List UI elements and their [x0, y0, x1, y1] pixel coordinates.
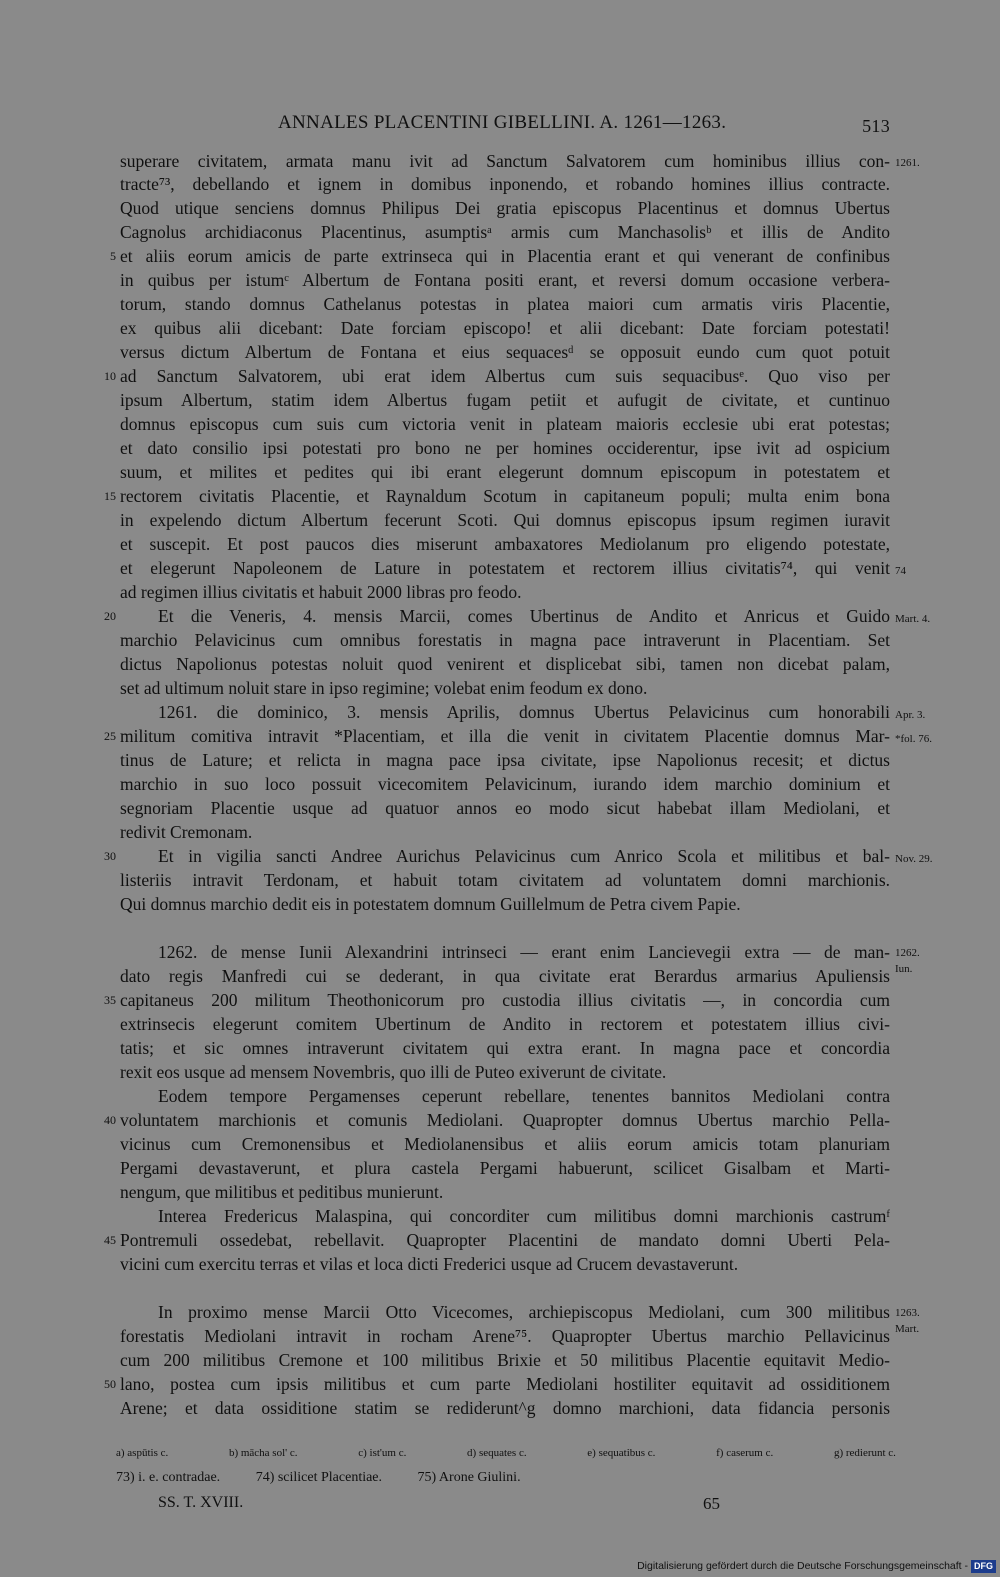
text-line: tracte⁷³, debellando et ignem in domibus inponendo, et robando homines illius contracte. — [120, 174, 890, 194]
footnote: d) sequates c. — [467, 1447, 527, 1459]
page-number: 513 — [862, 116, 890, 136]
footnote: e) sequatibus c. — [587, 1447, 656, 1459]
margin-note: Mart. — [895, 1323, 920, 1335]
text-line: ad Sanctum Salvatorem, ubi erat idem Albertus cum suis sequacibusᵉ. Quo viso per — [120, 366, 890, 386]
dfg-logo: DFG — [971, 1560, 996, 1573]
text-line: listeriis intravit Terdonam, et habuit totam civitatem ad voluntatem domni marchionis. — [120, 870, 890, 890]
text-line: et suscepit. Et post paucos dies miserunt ambaxatores Mediolanum pro eligendo potestate, — [120, 534, 890, 554]
sheet-number: 65 — [703, 1494, 720, 1513]
text-line: Eodem tempore Pergamenses ceperunt rebellare, tenentes bannitos Mediolani contra — [158, 1086, 890, 1106]
footnote: b) mācha sol' c. — [228, 1447, 298, 1459]
footnote: f) caserum c. — [716, 1447, 774, 1459]
text-line: rexit eos usque ad mensem Novembris, quo illi de Puteo exiverunt de civitate. — [120, 1062, 667, 1082]
text-line: dictus Napolionus potestas noluit quod venirent et displicebat sibi, tamen non dicebat palam, — [120, 654, 890, 674]
line-number: 40 — [104, 1113, 116, 1127]
text-line: voluntatem marchionis et comunis Mediolani. Quapropter domnus Ubertus marchio Pella- — [120, 1110, 890, 1130]
line-number: 50 — [104, 1377, 116, 1391]
text-line: set ad ultimum noluit stare in ipso regimine; volebat enim feodum ex dono. — [120, 678, 648, 698]
text-line: extrinsecis elegerunt comitem Ubertinum de Andito in rectorem et potestatem illius civi- — [120, 1014, 890, 1034]
footnote: 75) Arone Giulini. — [417, 1470, 521, 1485]
margin-note: 74 — [895, 565, 906, 577]
text-line: ipsum Albertum, statim idem Albertus fugam petiit et aufugit de civitate, et cuntinuo — [120, 390, 890, 410]
line-number: 35 — [104, 993, 116, 1007]
margin-note: Nov. 29. — [895, 853, 933, 865]
explanatory-footnotes — [116, 1468, 676, 1488]
text-line: domnus episcopus cum suis cum victoria venit in plateam maioris ecclesie ubi erat potestas; — [120, 414, 890, 434]
margin-note: Iun. — [895, 963, 913, 975]
footnote: 73) i. e. contradae. — [116, 1470, 221, 1485]
text-line: forestatis Mediolani intravit in rocham Arene⁷⁵. Quapropter Ubertus marchio Pellavicinus — [120, 1326, 890, 1346]
margin-note: *fol. 76. — [895, 733, 932, 745]
text-line: Arene; et data ossiditione statim se rediderunt^g domno marchioni, data fidancia personis — [120, 1398, 890, 1418]
footnote: g) redierunt c. — [833, 1447, 896, 1459]
text-line: cum 200 militibus Cremone et 100 militibus Brixie et 50 militibus Placentie equitavit Medio- — [120, 1350, 890, 1370]
text-line: dato regis Manfredi cui se dederant, in qua civitate erat Berardus armarius Apuliensis — [120, 966, 890, 986]
text-line: redivit Cremonam. — [120, 822, 253, 842]
volume-signature: SS. T. XVIII. — [158, 1494, 244, 1511]
text-line: tinus de Lature; et relicta in magna pace ipsa civitate, ipse Napolionus recesit; et dictus — [120, 750, 890, 770]
line-number: 45 — [104, 1233, 116, 1247]
text-line: militum comitiva intravit *Placentiam, et illa die venit in civitatem Placentie domnus Mar- — [120, 726, 890, 746]
line-number: 25 — [104, 729, 116, 743]
line-number: 15 — [104, 489, 116, 503]
digitization-credit — [637, 1558, 996, 1574]
text-line: versus dictum Albertum de Fontana et eius sequacesᵈ se opposuit eundo cum quot potuit — [120, 342, 890, 362]
text-line: in expelendo dictum Albertum fecerunt Scoti. Qui domnus episcopus ipsum regimen iuravit — [120, 510, 890, 530]
margin-note: 1262. — [895, 947, 920, 959]
text-line: Pergami devastaverunt, et plura castela Pergami habuerunt, scilicet Gisalbam et Marti- — [120, 1158, 890, 1178]
text-line: Et die Veneris, 4. mensis Marcii, comes Ubertinus de Andito et Anricus et Guido — [158, 606, 890, 626]
text-line: vicinus cum Cremonensibus et Mediolanensibus et aliis eorum amicis totam planuriam — [120, 1134, 890, 1154]
text-line: marchio Pelavicinus cum omnibus forestatis in magna pace intraverunt in Placentiam. Set — [120, 630, 890, 650]
text-line: et aliis eorum amicis de parte extrinseca qui in Placentia erant et qui venerant de confinibus — [120, 246, 890, 266]
text-line: nengum, que militibus et peditibus munierunt. — [120, 1182, 444, 1202]
text-line: et elegerunt Napoleonem de Lature in potestatem et rectorem illius civitatis⁷⁴, qui venit — [120, 558, 890, 578]
text-line: 1261. die dominico, 3. mensis Aprilis, domnus Ubertus Pelavicinus cum honorabili — [158, 702, 890, 722]
text-line: In proximo mense Marcii Otto Vicecomes, archiepiscopus Mediolani, cum 300 militibus — [158, 1302, 890, 1322]
margin-note: Apr. 3. — [895, 709, 926, 721]
text-line: capitaneus 200 militum Theothonicorum pro custodia illius civitatis —, in concordia cum — [120, 990, 890, 1010]
margin-note: 1263. — [895, 1307, 920, 1319]
text-line: ex quibus alii dicebant: Date forciam episcopo! et alii dicebant: Date forciam potestati! — [120, 318, 890, 338]
running-header — [120, 112, 890, 142]
line-number: 5 — [110, 249, 116, 263]
text-line: Et in vigilia sancti Andree Aurichus Pelavicinus cum Anrico Scola et militibus et bal- — [158, 846, 890, 866]
text-line: et dato consilio ipsi potestati pro bono ne per homines occiderentur, ipse ivit ad ospicium — [120, 438, 890, 458]
text-line: Quod utique senciens domnus Philipus Dei gratia episcopus Placentinus et domnus Ubertus — [120, 198, 890, 218]
text-line: superare civitatem, armata manu ivit ad Sanctum Salvatorem cum hominibus illius con- — [120, 151, 890, 171]
footnote: 74) scilicet Placentiae. — [255, 1470, 383, 1485]
text-line: torum, stando domnus Cathelanus potestas in platea maiori cum armatis viris Placentie, — [120, 294, 890, 314]
line-number: 10 — [104, 369, 116, 383]
text-line: ad regimen illius civitatis et habuit 2000 libras pro feodo. — [120, 582, 522, 602]
footnote: c) ist'um c. — [358, 1447, 407, 1459]
text-line: Qui domnus marchio dedit eis in potestatem domnum Guillelmum de Petra civem Papie. — [120, 894, 741, 914]
text-line: 1262. de mense Iunii Alexandrini intrinseci — erant enim Lancievegii extra — de man- — [158, 942, 890, 962]
header-title: ANNALES PLACENTINI GIBELLINI. A. 1261—1263. — [278, 112, 727, 133]
text-line: tatis; et sic omnes intraverunt civitatem qui extra erant. In magna pace et concordia — [120, 1038, 890, 1058]
line-number: 30 — [104, 849, 116, 863]
digitization-note: Digitalisierung gefördert durch die Deutsche Forschungsgemeinschaft - — [637, 1560, 968, 1572]
text-line: rectorem civitatis Placentie, et Raynaldum Scotum in capitaneum populi; multa enim bona — [120, 486, 890, 506]
text-line: marchio in suo loco possuit vicecomitem Pelavicinum, iurando idem marchio dominium et — [120, 774, 890, 794]
text-line: Interea Fredericus Malaspina, qui concorditer cum militibus domni marchionis castrumᶠ — [158, 1206, 890, 1226]
text-line: in quibus per istumᶜ Albertum de Fontana positi erant, et reversi domum occasione verbera- — [120, 270, 890, 290]
footnote: a) aspūtis c. — [116, 1447, 169, 1459]
text-line: Cagnolus archidiaconus Placentinus, asumptisᵃ armis cum Manchasolisᵇ et illis de Andito — [120, 222, 890, 242]
line-number: 20 — [104, 609, 116, 623]
text-line: segnoriam Placentie usque ad quatuor annos eo modo sicut habebat illam Mediolani, et — [120, 798, 890, 818]
margin-note: Mart. 4. — [895, 613, 931, 625]
text-line: lano, postea cum ipsis militibus et cum parte Mediolani hostiliter equitavit ad ossiditionem — [120, 1374, 890, 1394]
textual-footnotes — [116, 1444, 896, 1462]
text-line: suum, et milites et pedites qui ibi erant elegerunt domnum episcopum in potestatem et — [120, 462, 890, 482]
text-line: vicini cum exercitu terras et vilas et loca dicti Frederici usque ad Crucem devastaverunt. — [120, 1254, 739, 1274]
margin-note: 1261. — [895, 157, 920, 169]
text-line: Pontremuli ossedebat, rebellavit. Quapropter Placentini de mandato domni Uberti Pela- — [120, 1230, 890, 1250]
